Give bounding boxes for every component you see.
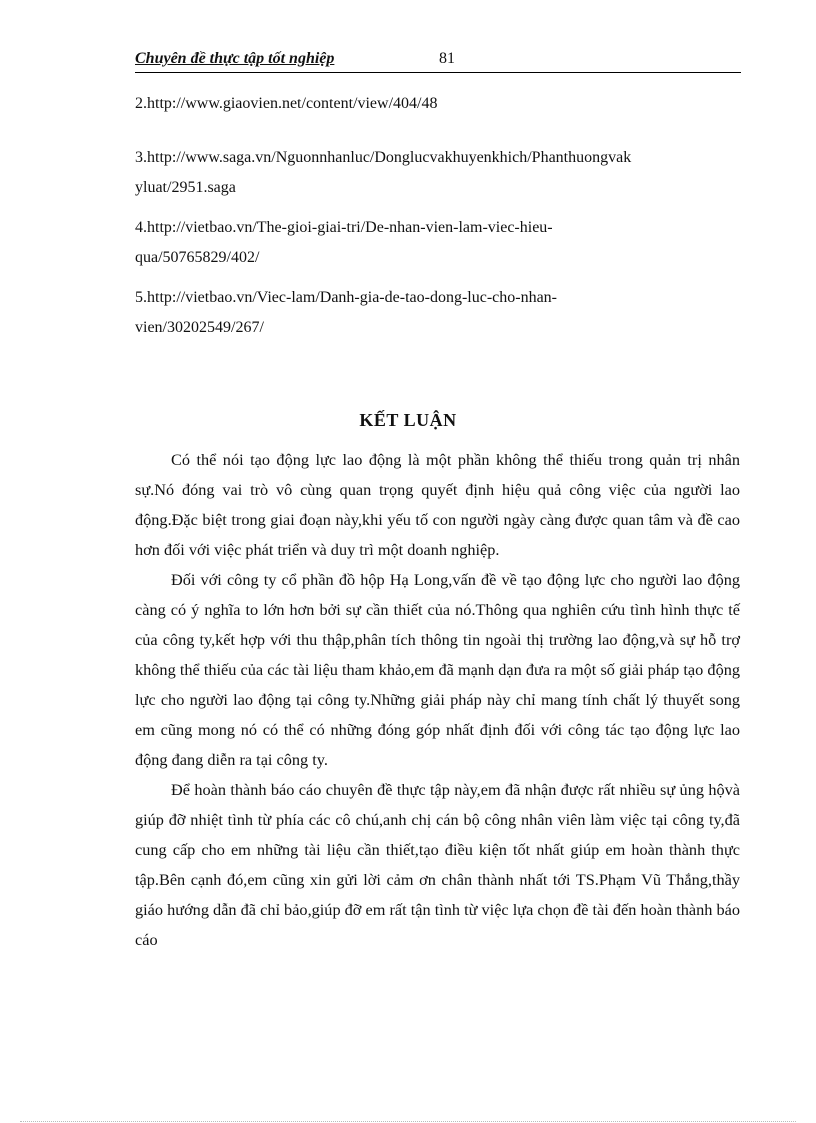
reference-3-line-1: 3.http://www.saga.vn/Nguonnhanluc/Donglucvakhuyenkhich/Phanthuongvak [135, 149, 632, 166]
conclusion-paragraph-1: Có thể nói tạo động lực lao động là một phần không thể thiếu trong quản trị nhân sự.Nó đóng vai trò vô cùng quan trọng quyết định hiệu quả công việc của người lao động.Đặc biệt trong giai đoạn này,khi yếu tố con người ngày càng được quan tâm và đề cao hơn đối với việc phát triển và duy trì một doanh nghiệp. [135, 450, 740, 559]
reference-4-line-2: qua/50765829/402/ [135, 249, 260, 266]
page-bottom-divider [20, 1121, 796, 1122]
conclusion-body [135, 445, 740, 955]
reference-5-line-1: 5.http://vietbao.vn/Viec-lam/Danh-gia-de-tao-dong-luc-cho-nhan- [135, 289, 557, 306]
conclusion-paragraph-2: Đối với công ty cổ phần đồ hộp Hạ Long,vấn đề về tạo động lực cho người lao động càng có ý nghĩa to lớn hơn bởi sự cần thiết của nó.Thông qua nghiên cứu tình hình thực tế của công ty,kết hợp với thu thập,phân tích thông tin ngoài thị trường lao động,và sự hỗ trợ không thể thiếu của các tài liệu tham khảo,em đã mạnh dạn đưa ra một số giải pháp tạo động lực cho người lao động tại công ty.Những giải pháp này chỉ mang tính chất lý thuyết song em cũng mong nó có thể có những đóng góp nhất định đối với công tác tạo động lực lao động đang diễn ra tại công ty. [135, 570, 740, 769]
reference-3-line-2: yluat/2951.saga [135, 179, 236, 196]
reference-4-line-1: 4.http://vietbao.vn/The-gioi-giai-tri/De-nhan-vien-lam-viec-hieu- [135, 219, 553, 236]
header-title: Chuyên đề thực tập tốt nghiệp [135, 50, 335, 67]
reference-5-line-2: vien/30202549/267/ [135, 319, 264, 336]
page-number: 81 [439, 50, 455, 67]
conclusion-paragraph-3: Để hoàn thành báo cáo chuyên đề thực tập này,em đã nhận được rất nhiều sự ủng hộvà giúp đỡ nhiệt tình từ phía các cô chú,anh chị cán bộ công nhân viên làm việc tại công ty,đã cung cấp cho em những tài liệu cần thiết,tạo điều kiện tốt nhất giúp em hoàn thành thực tập.Bên cạnh đó,em cũng xin gửi lời cảm ơn chân thành nhất tới TS.Phạm Vũ Thắng,thầy giáo hướng dẫn đã chỉ bảo,giúp đỡ em rất tận tình từ việc lựa chọn đề tài đến hoàn thành báo cáo [135, 780, 740, 949]
reference-2-line-1: 2.http://www.giaovien.net/content/view/404/48 [135, 95, 438, 112]
conclusion-heading: KẾT LUẬN [359, 410, 457, 430]
page-header [135, 50, 741, 73]
